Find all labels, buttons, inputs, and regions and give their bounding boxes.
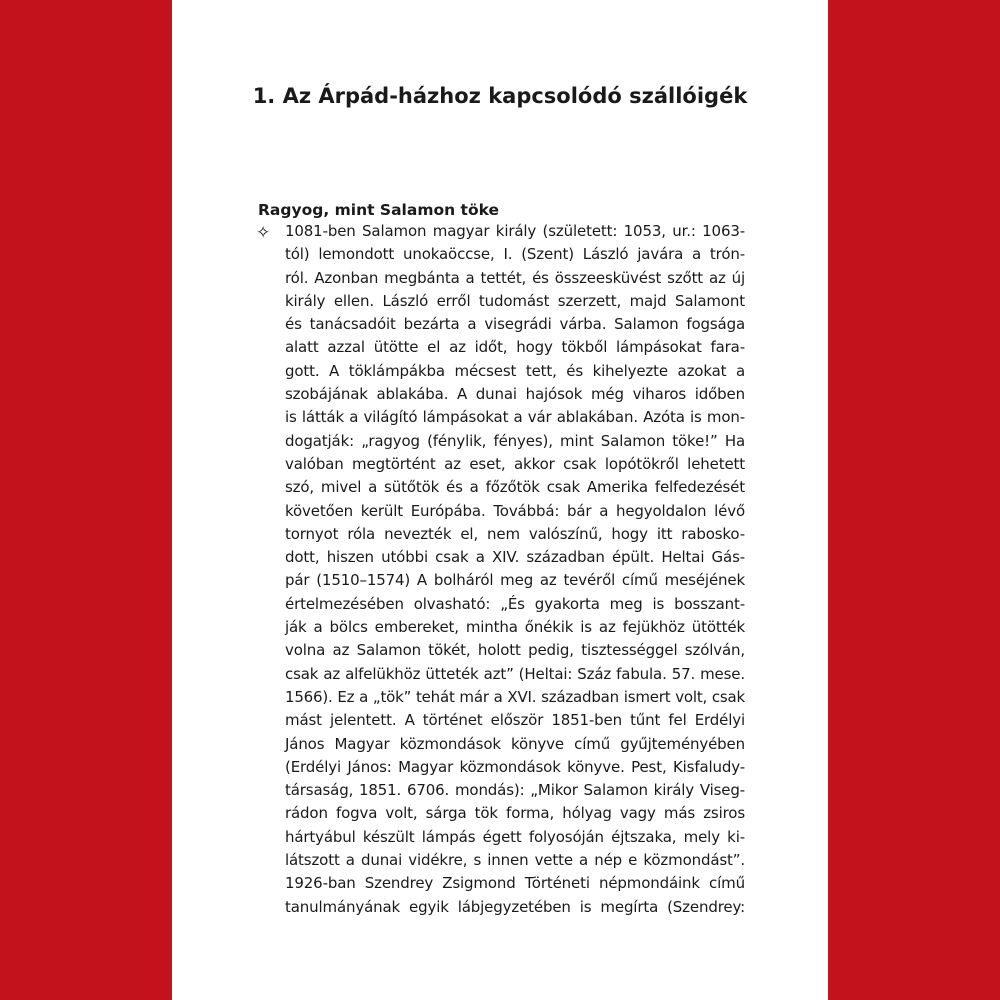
body-text-line: 1081-ben Salamon magyar király (született: 1053, ur.: 1063- <box>285 222 745 240</box>
four-point-star-icon: ✧ <box>256 223 271 243</box>
body-text-line: szó, mivel a sütőtök és a főzőtök csak Amerika felfedezését <box>285 478 745 497</box>
body-text-line: ról. Azonban megbánta a tettét, és összeesküvést szőtt az új <box>285 268 745 287</box>
body-text-line: és tanácsadóit bezárta a visegrádi várba. Salamon fogsága <box>285 315 745 334</box>
body-text-line: alatt azzal ütötte el az időt, hogy tökből lámpásokat fara- <box>285 338 745 357</box>
chapter-title: 1. Az Árpád-házhoz kapcsolódó szállóigék <box>252 84 748 108</box>
body-text-line: volna az Salamon tökét, holott pedig, tisztességgel szólván, <box>285 641 745 660</box>
body-text-line: látszott a dunai vidékre, s innen vette a nép e közmondást”. <box>285 851 745 870</box>
body-text-line: szobájának ablakába. A dunai hajósok még viharos időben <box>285 385 745 404</box>
body-text-line: társaság, 1851. 6706. mondás): „Mikor Salamon király Viseg- <box>285 781 745 800</box>
section-heading: Ragyog, mint Salamon töke <box>258 201 500 219</box>
body-text-line: rádon fogva volt, sárga tök forma, hólyag vagy más zsiros <box>285 804 745 823</box>
body-text-line: király ellen. László erről tudomást szerzett, majd Salamont <box>285 291 745 310</box>
body-text-line: valóban megtörtént az eset, akkor csak lopótökről lehetett <box>285 454 745 473</box>
body-text-line: követően került Európába. Továbbá: bár a hegyoldalon lévő <box>285 501 745 520</box>
body-text-line: mást jelentett. A történet először 1851-ben tűnt fel Erdélyi <box>285 711 745 730</box>
body-text-line: dott, hiszen utóbbi csak a XIV. században épült. Heltai Gás- <box>285 548 745 567</box>
body-text-line: értelmezésében olvasható: „És gyakorta meg is bosszant- <box>285 594 745 613</box>
body-text-line: dogatják: „ragyog (fénylik, fényes), mint Salamon töke!” Ha <box>285 431 745 450</box>
body-text-line: hártyábul készült lámpás égett folyosóján éjtszaka, mely ki- <box>285 827 745 846</box>
body-text-line: pár (1510–1574) A bolháról meg az tevéről című meséjének <box>285 571 745 590</box>
body-text-line: tól) lemondott unokaöccse, I. (Szent) László javára a trón- <box>285 245 745 264</box>
body-text-line: (Erdélyi János: Magyar közmondások könyve. Pest, Kisfaludy- <box>285 757 745 776</box>
body-text-line: is látták a világító lámpásokat a vár ablakában. Azóta is mon- <box>285 408 745 427</box>
body-text-line: tanulmányának egyik lábjegyzetében is megírta (Szendrey: <box>285 897 745 916</box>
section-body <box>285 220 745 919</box>
body-text-line: gott. A töklámpákba mécsest tett, és kihelyezte azokat a <box>285 361 745 380</box>
body-text-line: ják a bölcs embereket, mintha őnékik is az fejükhöz ütötték <box>285 618 745 637</box>
book-page <box>172 0 828 1000</box>
body-text-line: 1566). Ez a „tök” tehát már a XVI. században ismert volt, csak <box>285 687 745 706</box>
body-text-line: János Magyar közmondások könyve című gyűjteményében <box>285 734 745 753</box>
body-text-line: tornyot róla nevezték el, nem valószínű, hogy itt rabosko- <box>285 524 745 543</box>
body-text-line: 1926-ban Szendrey Zsigmond Történeti népmondáink című <box>285 874 745 893</box>
body-text-line: csak az alfelükhöz ütteték azt” (Heltai: Száz fabula. 57. mese. <box>285 664 745 683</box>
